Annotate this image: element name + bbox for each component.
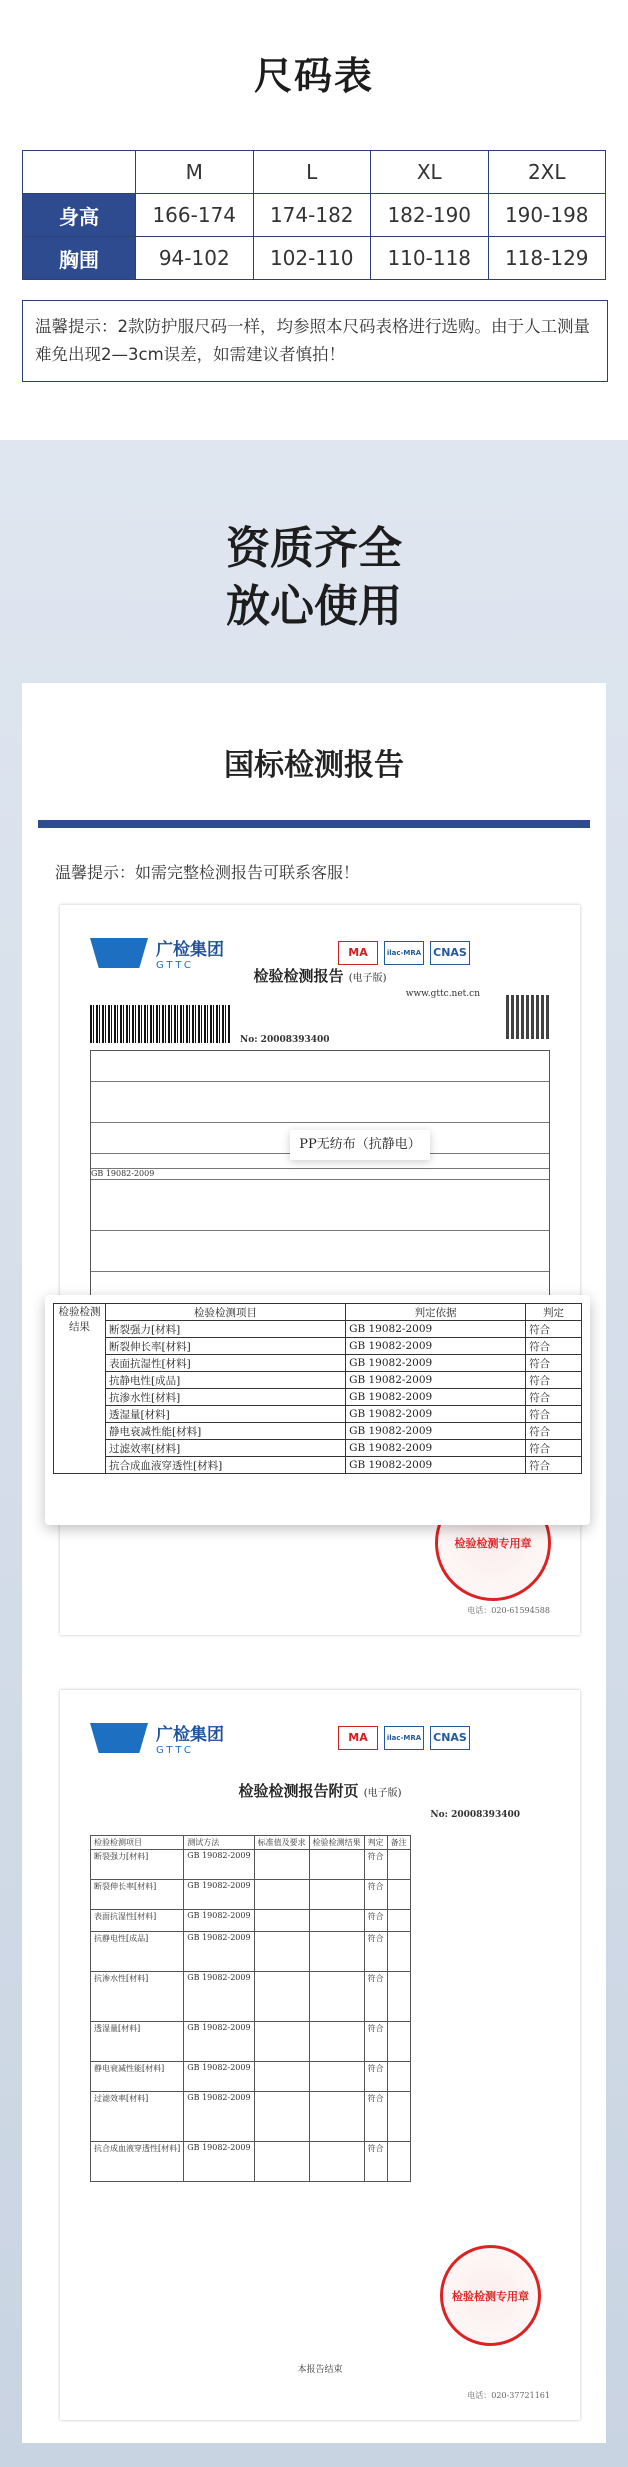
table-cell: 102-110: [253, 237, 371, 280]
table-row: 过滤效率[材料] GB 19082-2009 符合: [91, 2092, 411, 2142]
table-row: 透湿量[材料] GB 19082-2009 符合: [54, 1406, 582, 1423]
material-label: PP无纺布（抗静电）: [290, 1130, 430, 1160]
table-row: [54, 1304, 582, 1321]
table-row: 抗静电性[成品] GB 19082-2009 符合: [91, 1932, 411, 1972]
title-divider: [38, 820, 590, 828]
table-row: [23, 194, 606, 237]
cma-icon: MA: [338, 941, 378, 965]
table-row: 断裂强力[材料] GB 19082-2009 符合: [54, 1321, 582, 1338]
results-table: [53, 1303, 582, 1474]
table-row: 抗合成血液穿透性[材料] GB 19082-2009 符合: [54, 1457, 582, 1474]
report-appendix: [60, 1690, 580, 2420]
report-warning: 温馨提示：如需完整检测报告可联系客服！: [55, 863, 360, 882]
gttc-logo-icon: [90, 1723, 148, 1753]
table-cell: 182-190: [371, 194, 489, 237]
size-chart-section: [0, 0, 628, 430]
quality-title-line2: 放心使用: [226, 581, 402, 632]
size-m: M: [136, 151, 254, 194]
table-row: 表面抗湿性[材料] GB 19082-2009 符合: [54, 1355, 582, 1372]
quality-title: [0, 520, 628, 636]
size-tip: 温馨提示：2款防护服尺码一样，均参照本尺码表格进行选购。由于人工测量难免出现2—3cm误差，如需建议者慎拍！: [22, 300, 608, 382]
brand-cn: 广检集团: [156, 940, 224, 960]
size-xl: XL: [371, 151, 489, 194]
table-row: [23, 237, 606, 280]
appendix-title: 检验检测报告附页 (电子版): [238, 1782, 402, 1800]
barcode-icon: [90, 1005, 230, 1043]
size-2xl: 2XL: [488, 151, 606, 194]
gttc-logo-icon: [90, 938, 148, 968]
table-row: 断裂强力[材料] GB 19082-2009 符合: [91, 1850, 411, 1880]
table-row: 断裂伸长率[材料] GB 19082-2009 符合: [54, 1338, 582, 1355]
table-row: 抗合成血液穿透性[材料] GB 19082-2009 符合: [91, 2142, 411, 2182]
quality-title-line1: 资质齐全: [226, 523, 402, 574]
col-item: 检验检测项目: [106, 1304, 346, 1321]
table-row: 抗渗水性[材料] GB 19082-2009 符合: [54, 1389, 582, 1406]
size-header-label: 尺码: [23, 151, 136, 194]
gttc-logo: 广检集团 GTTC: [90, 1720, 224, 1756]
cnas-icon: CNAS: [430, 1726, 470, 1750]
table-row: 表面抗湿性[材料] GB 19082-2009 符合: [91, 1910, 411, 1932]
appendix-table: [90, 1835, 411, 2182]
table-row: 过滤效率[材料] GB 19082-2009 符合: [54, 1440, 582, 1457]
cert-logos: [338, 941, 470, 965]
report-title: 国标检测报告: [224, 748, 404, 783]
results-table-card: [45, 1295, 590, 1525]
table-row: 断裂伸长率[材料] GB 19082-2009 符合: [91, 1880, 411, 1910]
cma-icon: MA: [338, 1726, 378, 1750]
table-cell: 190-198: [488, 194, 606, 237]
official-stamp: 检验检测专用章: [440, 2245, 541, 2346]
doc-footer: 电话：020-61594588: [467, 1606, 550, 1615]
doc-info-table: GB 19082-2009: [90, 1050, 550, 1352]
table-row: 抗静电性[成品] GB 19082-2009 符合: [54, 1372, 582, 1389]
doc-number: No: 20008393400: [240, 1035, 330, 1045]
table-row: 静电衰减性能[材料] GB 19082-2009 符合: [54, 1423, 582, 1440]
table-row: 透湿量[材料] GB 19082-2009 符合: [91, 2022, 411, 2062]
size-chart-title: 尺码表: [253, 54, 374, 98]
table-cell: 94-102: [136, 237, 254, 280]
table-cell: 166-174: [136, 194, 254, 237]
table-row: 静电衰减性能[材料] GB 19082-2009 符合: [91, 2062, 411, 2092]
brand-en: GTTC: [156, 960, 194, 971]
table-cell: 110-118: [371, 237, 489, 280]
qr-code-icon: [506, 995, 550, 1039]
doc-site: www.gttc.net.cn: [405, 989, 480, 999]
ilac-icon: ilac-MRA: [384, 941, 424, 965]
row-label-height: 身高: [23, 194, 136, 237]
results-left-head: 检验检测结果: [54, 1304, 106, 1474]
table-row: 抗渗水性[材料] GB 19082-2009 符合: [91, 1972, 411, 2022]
report-document: [60, 905, 580, 1635]
table-row: 检验检测项目 测试方法 标准值及要求 检验检测结果 判定 备注: [91, 1836, 411, 1850]
ilac-icon: ilac-MRA: [384, 1726, 424, 1750]
cnas-icon: CNAS: [430, 941, 470, 965]
size-table: [22, 150, 606, 280]
size-table-header: [23, 151, 606, 194]
cert-logos: [338, 1726, 470, 1750]
appendix-number: No: 20008393400: [430, 1810, 520, 1820]
doc-title: 检验检测报告 (电子版): [253, 967, 387, 985]
report-end: 本报告结束: [297, 2365, 343, 2375]
table-cell: 174-182: [253, 194, 371, 237]
table-cell: 118-129: [488, 237, 606, 280]
col-verdict: 判定: [526, 1304, 582, 1321]
col-basis: 判定依据: [346, 1304, 526, 1321]
row-label-chest: 胸围: [23, 237, 136, 280]
doc-footer: 电话：020-37721161: [467, 2391, 550, 2400]
official-stamp: 检验检测专用章: [435, 1485, 551, 1601]
size-l: L: [253, 151, 371, 194]
